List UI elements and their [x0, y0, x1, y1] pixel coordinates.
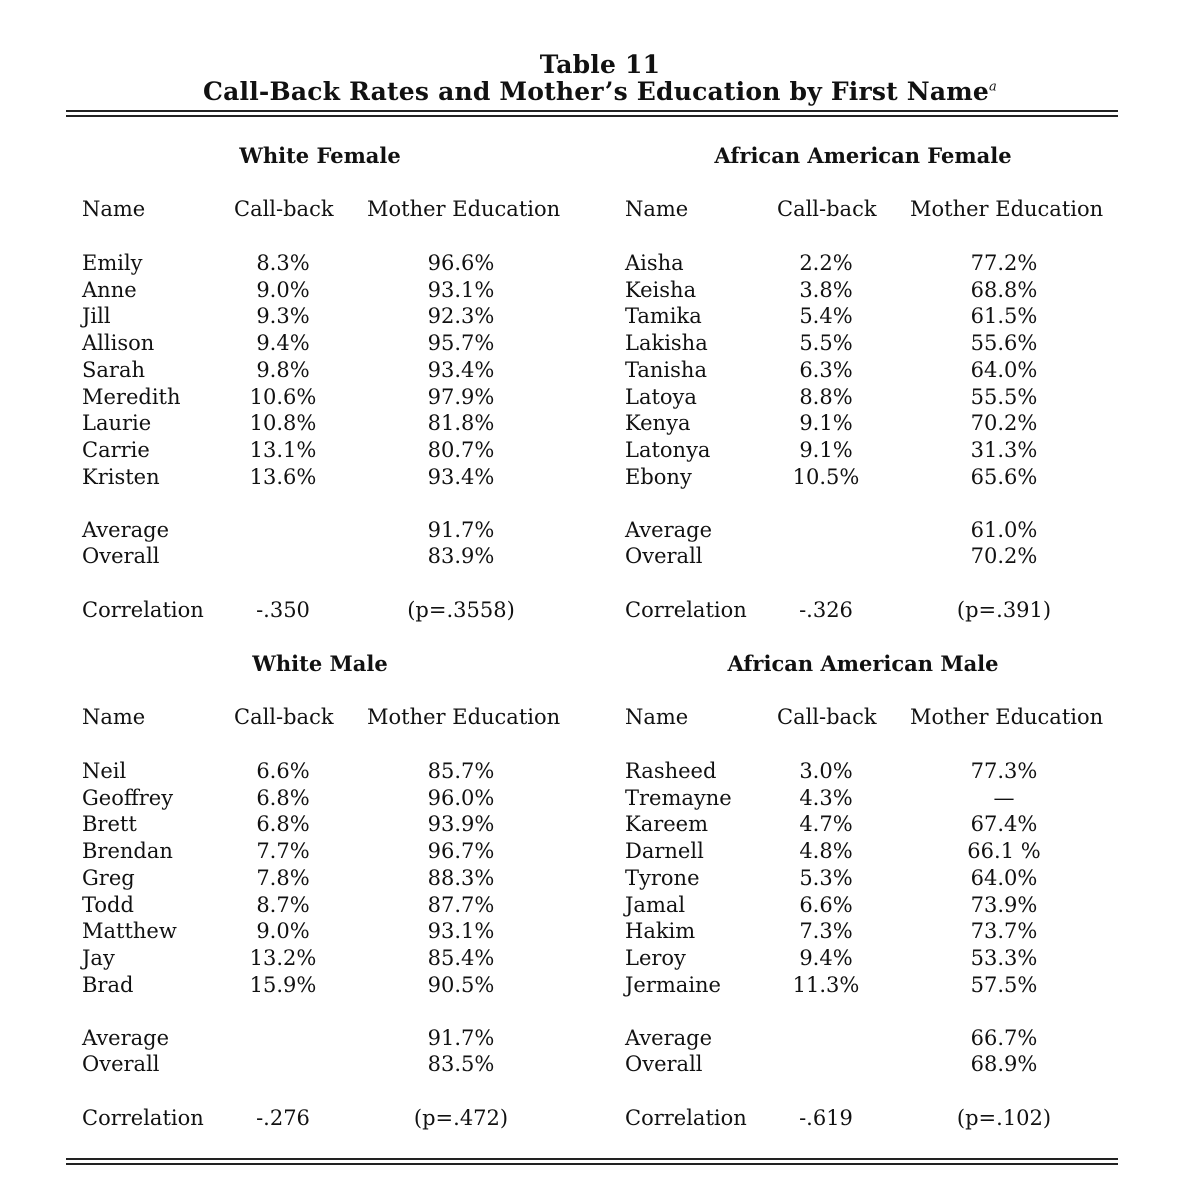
row-name: Matthew — [82, 919, 177, 944]
row-name: Sarah — [82, 357, 145, 382]
row-mother-education: 97.9% — [427, 384, 495, 409]
row-name: Keisha — [625, 277, 697, 302]
row-mother-education: 70.2% — [970, 411, 1038, 436]
column-header-callback: Call-back — [234, 197, 334, 221]
row-callback: 4.3% — [799, 785, 853, 810]
group-title: White Male — [252, 651, 388, 676]
row-mother-education: 77.2% — [970, 251, 1038, 275]
row-callback: 3.8% — [799, 277, 853, 302]
row-callback: 5.5% — [799, 331, 853, 356]
row-mother-education: 80.7% — [427, 437, 495, 462]
correlation-value: -.619 — [799, 1106, 853, 1130]
row-callback: 6.6% — [799, 892, 853, 917]
overall-label: Overall — [82, 1052, 160, 1076]
column-header-name: Name — [82, 705, 146, 729]
column-header-mother-education: Mother Education — [367, 197, 561, 221]
row-mother-education: 61.5% — [970, 304, 1038, 329]
row-callback: 9.3% — [256, 304, 310, 329]
top-rule-1 — [66, 110, 1118, 112]
row-mother-education: 88.3% — [427, 865, 495, 890]
row-callback: 3.0% — [799, 759, 853, 783]
row-callback: 9.0% — [256, 919, 310, 944]
row-mother-education: 93.4% — [427, 357, 495, 382]
row-mother-education: — — [993, 785, 1015, 810]
row-mother-education: 31.3% — [970, 437, 1038, 462]
row-callback: 6.8% — [256, 812, 310, 837]
average-mother-education: 66.7% — [970, 1026, 1038, 1050]
group-title: African American Female — [714, 143, 1012, 168]
overall-label: Overall — [82, 544, 160, 568]
row-name: Lakisha — [625, 331, 708, 356]
row-mother-education: 92.3% — [427, 304, 495, 329]
row-name: Tanisha — [625, 357, 707, 382]
row-name: Laurie — [82, 411, 152, 436]
group-title: White Female — [239, 143, 401, 168]
row-callback: 8.8% — [799, 384, 853, 409]
correlation-value: -.350 — [256, 598, 310, 622]
row-callback: 4.7% — [799, 812, 853, 837]
top-rule-2 — [66, 115, 1118, 117]
correlation-p-value: (p=.391) — [956, 598, 1052, 622]
row-mother-education: 68.8% — [970, 277, 1038, 302]
row-mother-education: 93.9% — [427, 812, 495, 837]
bottom-rule-1 — [66, 1158, 1118, 1160]
row-callback: 15.9% — [249, 972, 317, 997]
row-callback: 13.6% — [249, 464, 317, 489]
column-header-name: Name — [82, 197, 146, 221]
row-name: Jill — [82, 304, 111, 329]
row-name: Ebony — [625, 464, 692, 489]
overall-label: Overall — [625, 1052, 703, 1076]
correlation-label: Correlation — [625, 598, 747, 622]
average-label: Average — [625, 1026, 713, 1050]
row-name: Jermaine — [625, 972, 721, 997]
table-title — [0, 77, 1200, 106]
correlation-value: -.276 — [256, 1106, 310, 1130]
row-callback: 9.4% — [799, 945, 853, 970]
row-name: Allison — [82, 331, 155, 356]
average-mother-education: 61.0% — [970, 518, 1038, 542]
average-mother-education: 91.7% — [427, 518, 495, 542]
row-mother-education: 55.5% — [970, 384, 1038, 409]
row-name: Tyrone — [625, 865, 700, 890]
row-name: Emily — [82, 251, 143, 275]
row-name: Kareem — [625, 812, 709, 837]
row-callback: 9.4% — [256, 331, 310, 356]
correlation-p-value: (p=.102) — [956, 1106, 1052, 1130]
column-header-mother-education: Mother Education — [910, 197, 1104, 221]
row-callback: 5.4% — [799, 304, 853, 329]
table-title-text: Call-Back Rates and Mother’s Education by First Name — [203, 77, 989, 106]
average-label: Average — [82, 1026, 170, 1050]
row-name: Brendan — [82, 839, 173, 864]
row-mother-education: 73.9% — [970, 892, 1038, 917]
overall-mother-education: 83.5% — [427, 1052, 495, 1076]
row-callback: 5.3% — [799, 865, 853, 890]
row-name: Jamal — [625, 892, 686, 917]
row-name: Aisha — [625, 251, 684, 275]
correlation-label: Correlation — [82, 1106, 204, 1130]
row-callback: 9.8% — [256, 357, 310, 382]
row-mother-education: 81.8% — [427, 411, 495, 436]
row-mother-education: 93.4% — [427, 464, 495, 489]
row-callback: 11.3% — [792, 972, 860, 997]
row-callback: 8.7% — [256, 892, 310, 917]
column-header-callback: Call-back — [777, 197, 877, 221]
row-callback: 6.8% — [256, 785, 310, 810]
row-mother-education: 96.6% — [427, 251, 495, 275]
row-callback: 7.7% — [256, 839, 310, 864]
row-name: Kristen — [82, 464, 160, 489]
row-name: Latoya — [625, 384, 697, 409]
row-mother-education: 96.0% — [427, 785, 495, 810]
average-mother-education: 91.7% — [427, 1026, 495, 1050]
footnote-marker: a — [988, 79, 997, 95]
row-mother-education: 64.0% — [970, 357, 1038, 382]
overall-mother-education: 70.2% — [970, 544, 1038, 568]
row-mother-education: 55.6% — [970, 331, 1038, 356]
row-mother-education: 53.3% — [970, 945, 1038, 970]
row-mother-education: 85.7% — [427, 759, 495, 783]
row-mother-education: 90.5% — [427, 972, 495, 997]
row-callback: 7.3% — [799, 919, 853, 944]
row-mother-education: 93.1% — [427, 919, 495, 944]
row-mother-education: 87.7% — [427, 892, 495, 917]
row-callback: 9.1% — [799, 437, 853, 462]
average-label: Average — [625, 518, 713, 542]
row-name: Brett — [82, 812, 137, 837]
column-header-callback: Call-back — [777, 705, 877, 729]
row-callback: 10.6% — [249, 384, 317, 409]
average-label: Average — [82, 518, 170, 542]
row-callback: 13.2% — [249, 945, 317, 970]
row-name: Rasheed — [625, 759, 717, 783]
row-mother-education: 96.7% — [427, 839, 495, 864]
row-name: Jay — [82, 945, 115, 970]
row-name: Carrie — [82, 437, 150, 462]
overall-label: Overall — [625, 544, 703, 568]
row-callback: 13.1% — [249, 437, 317, 462]
column-header-name: Name — [625, 705, 689, 729]
row-name: Neil — [82, 759, 127, 783]
row-mother-education: 93.1% — [427, 277, 495, 302]
row-name: Latonya — [625, 437, 711, 462]
row-name: Meredith — [82, 384, 181, 409]
correlation-p-value: (p=.3558) — [407, 598, 515, 622]
column-header-callback: Call-back — [234, 705, 334, 729]
row-mother-education: 66.1 % — [967, 839, 1041, 864]
correlation-value: -.326 — [799, 598, 853, 622]
row-name: Hakim — [625, 919, 696, 944]
row-callback: 6.3% — [799, 357, 853, 382]
row-mother-education: 65.6% — [970, 464, 1038, 489]
correlation-p-value: (p=.472) — [413, 1106, 509, 1130]
row-name: Anne — [82, 277, 137, 302]
column-header-name: Name — [625, 197, 689, 221]
row-callback: 4.8% — [799, 839, 853, 864]
row-callback: 9.0% — [256, 277, 310, 302]
overall-mother-education: 68.9% — [970, 1052, 1038, 1076]
row-name: Tremayne — [625, 785, 732, 810]
row-name: Greg — [82, 865, 135, 890]
row-callback: 10.5% — [792, 464, 860, 489]
row-callback: 6.6% — [256, 759, 310, 783]
row-name: Todd — [82, 892, 134, 917]
column-header-mother-education: Mother Education — [910, 705, 1104, 729]
row-name: Brad — [82, 972, 134, 997]
overall-mother-education: 83.9% — [427, 544, 495, 568]
row-mother-education: 57.5% — [970, 972, 1038, 997]
row-name: Tamika — [625, 304, 702, 329]
row-callback: 9.1% — [799, 411, 853, 436]
row-mother-education: 85.4% — [427, 945, 495, 970]
group-title: African American Male — [727, 651, 999, 676]
row-name: Geoffrey — [82, 785, 174, 810]
row-mother-education: 77.3% — [970, 759, 1038, 783]
row-name: Kenya — [625, 411, 691, 436]
row-mother-education: 67.4% — [970, 812, 1038, 837]
row-callback: 7.8% — [256, 865, 310, 890]
row-name: Darnell — [625, 839, 704, 864]
row-callback: 2.2% — [799, 251, 853, 275]
correlation-label: Correlation — [82, 598, 204, 622]
table-number-text: Table 11 — [539, 50, 661, 79]
row-callback: 8.3% — [256, 251, 310, 275]
row-name: Leroy — [625, 945, 686, 970]
row-callback: 10.8% — [249, 411, 317, 436]
row-mother-education: 73.7% — [970, 919, 1038, 944]
row-mother-education: 64.0% — [970, 865, 1038, 890]
row-mother-education: 95.7% — [427, 331, 495, 356]
bottom-rule-2 — [66, 1163, 1118, 1165]
table-number — [0, 50, 1200, 79]
correlation-label: Correlation — [625, 1106, 747, 1130]
column-header-mother-education: Mother Education — [367, 705, 561, 729]
